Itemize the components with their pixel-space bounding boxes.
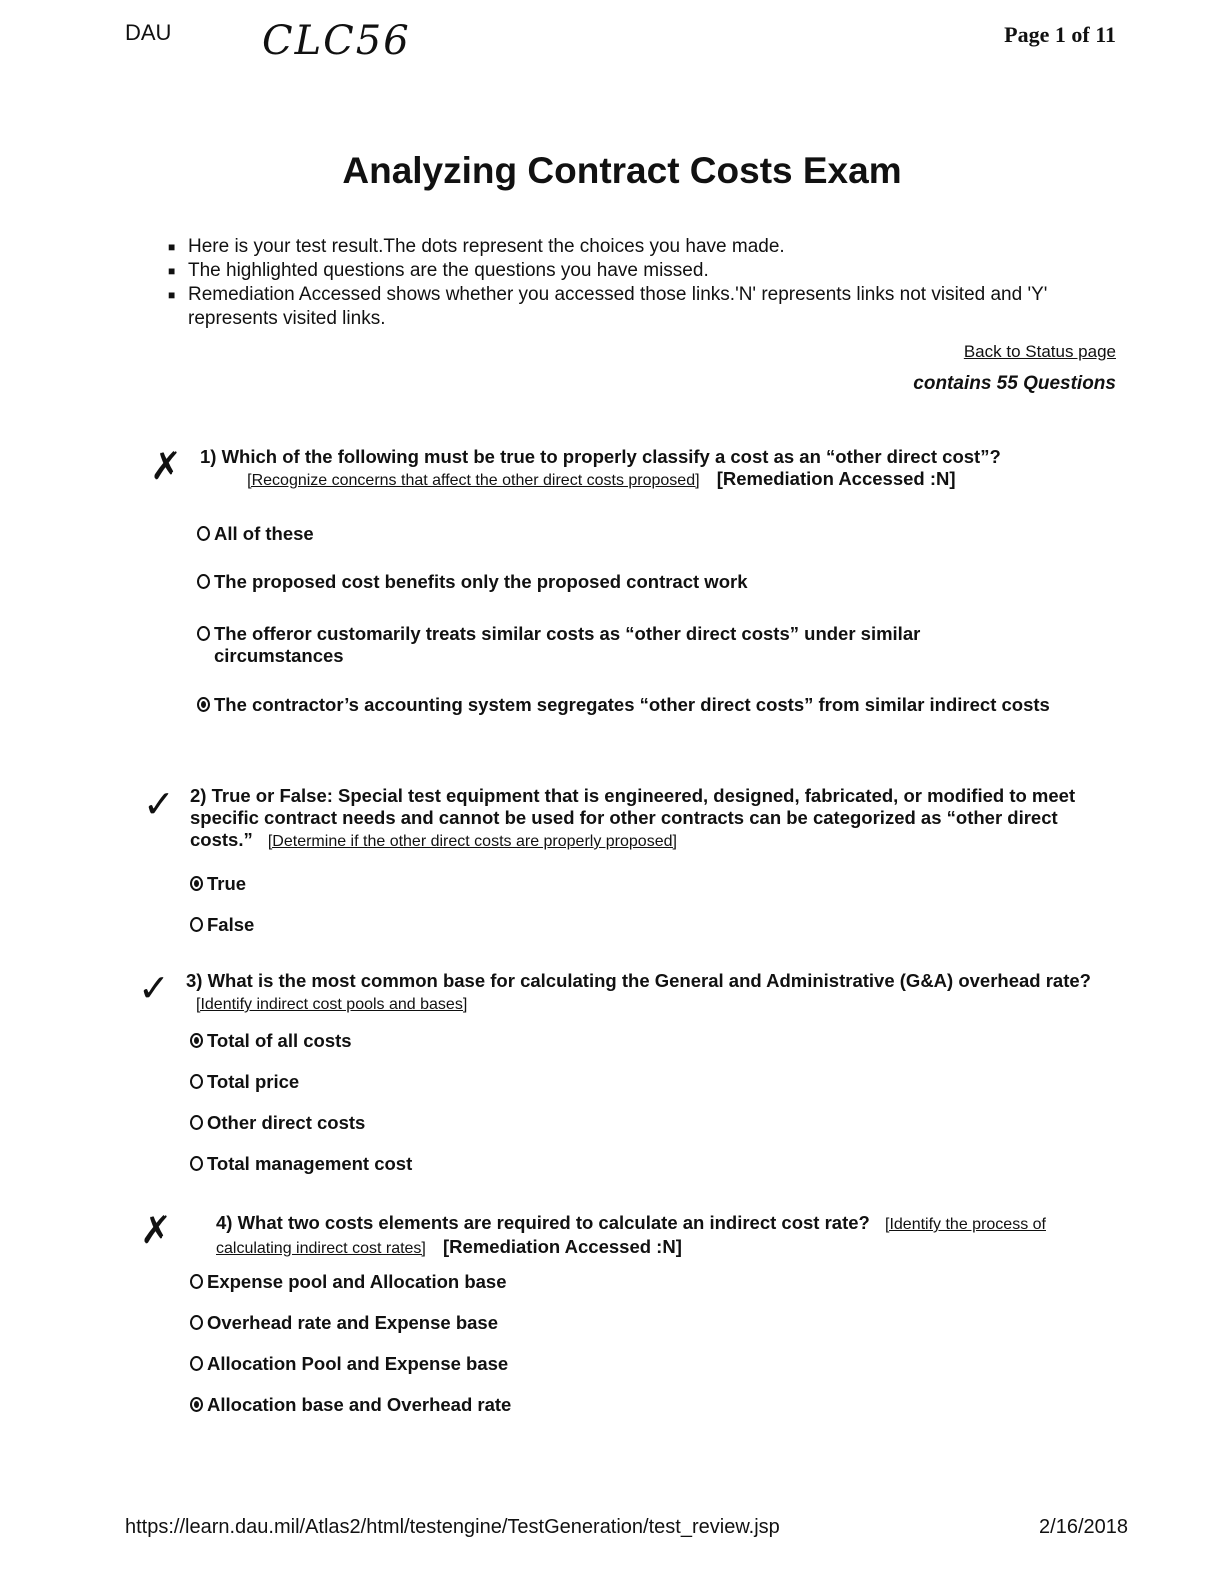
bullet-icon: ■	[168, 264, 176, 278]
footer-date: 2/16/2018	[1039, 1516, 1128, 1538]
instruction-item: ■ Here is your test result.The dots represent the choices you have made.	[168, 236, 785, 257]
radio-icon[interactable]	[197, 574, 210, 589]
radio-icon[interactable]	[190, 917, 203, 932]
radio-selected-icon[interactable]	[190, 1033, 203, 1048]
footer-url: https://learn.dau.mil/Atlas2/html/testengine/TestGeneration/test_review.jsp	[125, 1516, 780, 1538]
remediation-link-2[interactable]: [Determine if the other direct costs are properly proposed]	[267, 833, 677, 850]
question-2: 2) True or False: Special test equipment that is engineered, designed, fabricated, or modified to meet specific contract needs and cannot be used for other contracts can be categorized as “other direct costs.” [Determine if the other direct costs are properly proposed]	[190, 785, 1076, 850]
correct-mark-icon: ✓	[143, 784, 175, 826]
instruction-item: ■ Remediation Accessed shows whether you accessed those links.'N' represents links not visited and 'Y' represents visited links.	[168, 284, 1048, 329]
radio-icon[interactable]	[190, 1156, 203, 1171]
q4-option-1[interactable]: Expense pool and Allocation base	[190, 1271, 507, 1293]
q3-option-2[interactable]: Total price	[190, 1071, 299, 1093]
radio-icon[interactable]	[190, 1274, 203, 1289]
remediation-link-4[interactable]: [Identify the process of calculating indirect cost rates]	[216, 1216, 1046, 1257]
page-title: Analyzing Contract Costs Exam	[342, 150, 902, 191]
q2-option-1[interactable]: True	[190, 873, 246, 895]
radio-icon[interactable]	[190, 1115, 203, 1130]
remediation-status-4: [Remediation Accessed :N]	[443, 1236, 682, 1257]
bullet-icon: ■	[168, 240, 176, 254]
radio-icon[interactable]	[190, 1074, 203, 1089]
q4-option-2[interactable]: Overhead rate and Expense base	[190, 1312, 498, 1334]
header-dau: DAU	[125, 20, 172, 45]
correct-mark-icon: ✓	[138, 968, 170, 1010]
handwritten-course-code: CLC56	[262, 18, 411, 64]
radio-icon[interactable]	[190, 1315, 203, 1330]
radio-icon[interactable]	[197, 626, 210, 641]
wrong-mark-icon: ✗	[140, 1210, 172, 1252]
radio-selected-icon[interactable]	[190, 1397, 203, 1412]
radio-icon[interactable]	[190, 1356, 203, 1371]
radio-icon[interactable]	[197, 526, 210, 541]
remediation-link-3[interactable]: [Identify indirect cost pools and bases]	[196, 996, 468, 1013]
remediation-status-1: [Remediation Accessed :N]	[716, 468, 956, 489]
radio-selected-icon[interactable]	[197, 697, 210, 712]
instructions-list	[168, 235, 1088, 331]
radio-selected-icon[interactable]	[190, 876, 203, 891]
remediation-link-1[interactable]: [Recognize concerns that affect the other direct costs proposed]	[247, 472, 700, 489]
q1-option-2[interactable]: The proposed cost benefits only the proposed contract work	[197, 571, 747, 593]
q3-option-1[interactable]: Total of all costs	[190, 1030, 352, 1052]
back-to-status-link[interactable]: Back to Status page	[963, 342, 1116, 361]
question-count: contains 55 Questions	[913, 373, 1116, 394]
wrong-mark-icon: ✗	[150, 446, 182, 488]
question-4: 4) What two costs elements are required to calculate an indirect cost rate? [Identify the process of calculating indirect cost rates] [Remediation Accessed :N]	[216, 1212, 1046, 1257]
bullet-icon: ■	[168, 288, 176, 302]
q4-option-4[interactable]: Allocation base and Overhead rate	[190, 1394, 511, 1416]
question-3: 3) What is the most common base for calculating the General and Administrative (G&A) overhead rate? [Identify indirect cost pools and bases]	[186, 970, 1091, 1013]
q1-option-4[interactable]: The contractor’s accounting system segregates “other direct costs” from similar indirect costs	[197, 694, 1077, 716]
instruction-item: ■ The highlighted questions are the questions you have missed.	[168, 260, 709, 281]
q4-option-3[interactable]: Allocation Pool and Expense base	[190, 1353, 508, 1375]
q2-option-2[interactable]: False	[190, 914, 254, 936]
q1-option-3[interactable]: The offeror customarily treats similar costs as “other direct costs” under similar circumstances	[197, 623, 997, 667]
question-1: 1) Which of the following must be true to properly classify a cost as an “other direct cost”? [Recognize concerns that affect the other direct costs proposed] [Remediation Accessed :N]	[200, 446, 1001, 489]
q1-option-1[interactable]: All of these	[197, 523, 314, 545]
q3-option-4[interactable]: Total management cost	[190, 1153, 412, 1175]
q3-option-3[interactable]: Other direct costs	[190, 1112, 365, 1134]
page-number: Page 1 of 11	[1004, 22, 1116, 47]
